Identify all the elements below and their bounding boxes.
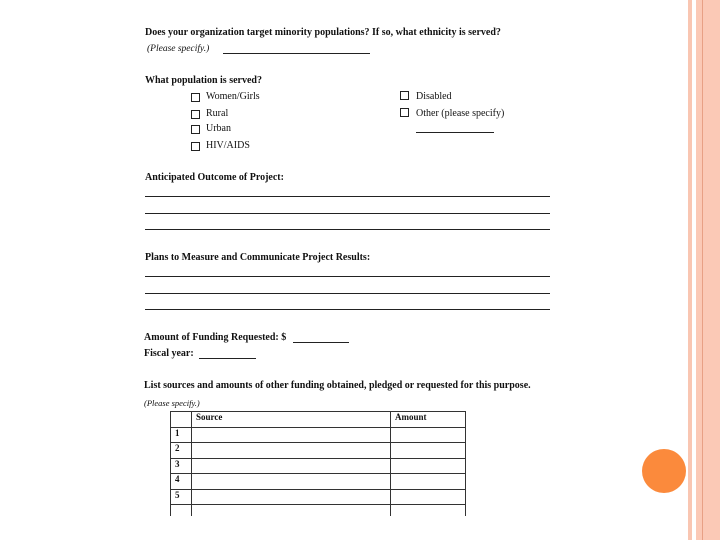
- option-label: Urban: [206, 123, 231, 134]
- answer-line[interactable]: [145, 213, 550, 214]
- amount-cell[interactable]: [391, 443, 466, 459]
- decorative-stripe: [688, 0, 692, 540]
- source-cell[interactable]: [192, 474, 391, 490]
- fiscal-year-label: Fiscal year:: [144, 348, 194, 359]
- row-number: 1: [171, 427, 192, 443]
- q2-question: What population is served?: [145, 75, 262, 86]
- sources-specify: (Please specify.): [144, 398, 200, 408]
- option-label: HIV/AIDS: [206, 140, 250, 151]
- answer-line[interactable]: [145, 309, 550, 310]
- q4-question: Plans to Measure and Communicate Project Results:: [145, 252, 371, 263]
- checkbox-rural[interactable]: [191, 110, 200, 119]
- amount-cell[interactable]: [391, 489, 466, 505]
- table-row: [171, 474, 466, 490]
- table-row: [171, 443, 466, 459]
- header-cell: [171, 412, 192, 428]
- row-number: 2: [171, 443, 192, 459]
- checkbox-disabled[interactable]: [400, 91, 409, 100]
- row-number: 3: [171, 458, 192, 474]
- option-label: Rural: [206, 108, 229, 119]
- row-number: 5: [171, 489, 192, 505]
- q1-question: Does your organization target minority populations? If so, what ethnicity is served?: [145, 27, 501, 38]
- q3-question: Anticipated Outcome of Project:: [145, 172, 284, 183]
- sources-question: List sources and amounts of other funding obtained, pledged or requested for this purpose.: [144, 380, 531, 391]
- answer-line[interactable]: [145, 229, 550, 230]
- amount-cell[interactable]: [391, 427, 466, 443]
- table-row: [171, 458, 466, 474]
- source-cell[interactable]: [192, 427, 391, 443]
- option-label: Disabled: [416, 91, 452, 102]
- amount-cell[interactable]: [391, 474, 466, 490]
- table-row: [171, 489, 466, 505]
- other-answer-line[interactable]: [416, 132, 494, 133]
- decorative-stripe-line: [702, 0, 703, 540]
- table-header-row: [171, 412, 466, 428]
- checkbox-hiv-aids[interactable]: [191, 142, 200, 151]
- row-number: 4: [171, 474, 192, 490]
- checkbox-urban[interactable]: [191, 125, 200, 134]
- header-source: Source: [192, 412, 391, 428]
- orange-circle-decoration: [642, 449, 686, 493]
- header-amount: Amount: [391, 412, 466, 428]
- q1-specify: (Please specify.): [147, 44, 210, 54]
- option-label: Other (please specify): [416, 108, 505, 119]
- answer-line[interactable]: [145, 196, 550, 197]
- funding-amount-line[interactable]: [293, 342, 349, 343]
- option-label: Women/Girls: [206, 91, 260, 102]
- fiscal-year-line[interactable]: [199, 358, 256, 359]
- checkbox-other[interactable]: [400, 108, 409, 117]
- source-cell[interactable]: [192, 443, 391, 459]
- decorative-stripe: [696, 0, 720, 540]
- q1-answer-line[interactable]: [223, 53, 370, 54]
- table-row: [171, 427, 466, 443]
- answer-line[interactable]: [145, 276, 550, 277]
- source-cell[interactable]: [192, 489, 391, 505]
- funding-amount-label: Amount of Funding Requested: $: [144, 332, 287, 343]
- amount-cell[interactable]: [391, 458, 466, 474]
- crop-mask: [160, 516, 480, 540]
- answer-line[interactable]: [145, 293, 550, 294]
- source-cell[interactable]: [192, 458, 391, 474]
- checkbox-women-girls[interactable]: [191, 93, 200, 102]
- funding-sources-table: [170, 411, 466, 521]
